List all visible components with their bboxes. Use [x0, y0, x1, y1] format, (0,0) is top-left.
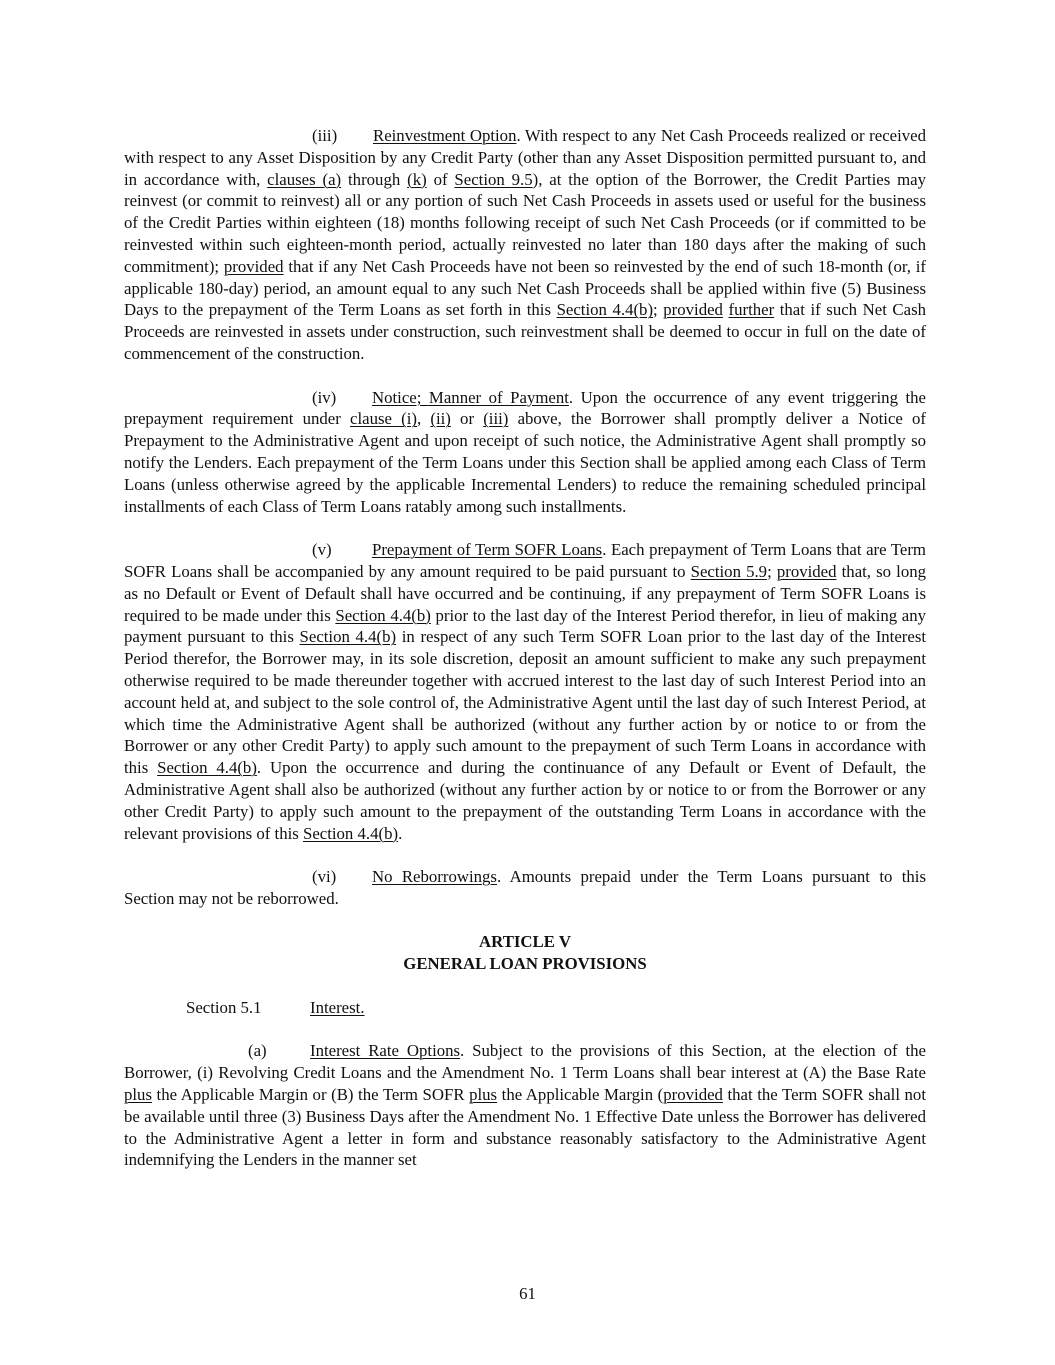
cross-reference: Section 4.4(b) [299, 627, 397, 647]
cross-reference: (iii) [483, 409, 509, 429]
defined-term: provided [663, 300, 723, 320]
paragraph-number: (a) [248, 1041, 267, 1061]
article-number: ARTICLE V [479, 932, 571, 952]
cross-reference: Section 4.4(b) [302, 823, 399, 843]
defined-term: provided [663, 1085, 723, 1105]
section-number: Section 5.1 [186, 997, 262, 1017]
paragraph-iv: (iv) Notice; Manner of Payment. Upon the occurrence of any event triggering the prepayment requirement under clause (i), (ii) or (iii) above, the Borrower shall promptly deliver a Notice of Prepayment to the Administrative Agent and upon receipt of such notice, the Administrative Agent shall promptly so notify the Lenders. Each prepayment of the Term Loans under this Section shall be applied among each Class of Term Loans (unless otherwise agreed by the applicable Incremental Lenders) to reduce the remaining scheduled principal installments of each Class of Term Loans ratably among such installments. [124, 387, 927, 516]
cross-reference: clauses (a) [267, 169, 342, 189]
cross-reference: Section 4.4(b) [157, 758, 257, 778]
article-heading [124, 931, 926, 975]
paragraph-heading: No Reborrowings [372, 867, 497, 887]
cross-reference: Section 5.9 [690, 561, 768, 581]
cross-reference: Section 9.5 [454, 169, 533, 189]
cross-reference: (ii) [430, 409, 451, 429]
cross-reference: Section 4.4(b) [335, 605, 431, 625]
page-number: 61 [519, 1284, 536, 1303]
cross-reference: Section 4.4(b) [556, 300, 654, 320]
cross-reference: (k) [407, 169, 427, 189]
article-title: GENERAL LOAN PROVISIONS [403, 954, 647, 974]
paragraph-heading: Notice; Manner of Payment [372, 387, 569, 407]
defined-term: plus [469, 1085, 498, 1105]
defined-term: further [728, 300, 775, 320]
paragraph-v: (v) Prepayment of Term SOFR Loans. Each prepayment of Term Loans that are Term SOFR Loans shall be accompanied by any amount required to be paid pursuant to Section 5.9; provided that, so long as no Default or Event of Default shall have occurred and be continuing, if any prepayment of Term SOFR Loans is required to be made under this Section 4.4(b) prior to the last day of the Interest Period therefor, in lieu of making any payment pursuant to this Section 4.4(b) in respect of any such Term SOFR Loan prior to the last day of the Interest Period therefor, the Borrower may, in its sole discretion, deposit an amount sufficient to make any such prepayment otherwise required to be made thereunder together with accrued interest to the last day of such Interest Period into an account held at, and subject to the sole control of, the Administrative Agent until the last day of such Interest Period, at which time the Administrative Agent shall be authorized (without any further action by or notice to or from the Borrower or any other Credit Party) to apply such amount to the prepayment of such Term Loans in accordance with this Section 4.4(b). Upon the occurrence and during the continuance of any Default or Event of Default, the Administrative Agent shall also be authorized (without any further action by or notice to or from the Borrower or any other Credit Party) to apply such amount to the prepayment of the outstanding Term Loans in accordance with the relevant provisions of this Section 4.4(b). [124, 540, 927, 843]
defined-term: plus [124, 1085, 152, 1105]
paragraph-heading: Interest Rate Options [310, 1041, 461, 1061]
paragraph-heading: Reinvestment Option [373, 126, 517, 145]
paragraph-number: (vi) [312, 867, 337, 887]
paragraph-number: (iv) [312, 387, 337, 407]
cross-reference: clause (i) [350, 409, 417, 429]
section-heading [124, 997, 926, 1019]
paragraph-number: (iii) [312, 126, 338, 145]
section-title: Interest. [310, 997, 365, 1017]
paragraph-vi: (vi) No Reborrowings. Amounts prepaid under the Term Loans pursuant to this Section may not be reborrowed. [124, 867, 926, 908]
defined-term: provided [223, 256, 284, 276]
paragraph-iii: (iii) Reinvestment Option. With respect to any Net Cash Proceeds realized or received with respect to any Asset Disposition by any Credit Party (other than any Asset Disposition permitted pursuant to, and in accordance with, clauses (a) through (k) of Section 9.5), at the option of the Borrower, the Credit Parties may reinvest (or commit to reinvest) all or any portion of such Net Cash Proceeds in assets used or useful for the business of the Credit Parties within eighteen (18) months following receipt of such Net Cash Proceeds (or if committed to be reinvested within such eighteen-month period, actually reinvested no later than 180 days after the making of such commitment); provided that if any Net Cash Proceeds have not been so reinvested by the end of such 18-month (or, if applicable 180-day) period, an amount equal to any such Net Cash Proceeds shall be applied within five (5) Business Days to the prepayment of the Term Loans as set forth in this Section 4.4(b); provided further that if such Net Cash Proceeds are reinvested in assets under construction, such reinvestment shall be deemed to occur in full on the date of commencement of the construction. [124, 126, 926, 363]
paragraph-heading: Prepayment of Term SOFR Loans [372, 540, 603, 560]
paragraph-a: (a) Interest Rate Options. Subject to the provisions of this Section, at the election of the Borrower, (i) Revolving Credit Loans and the Amendment No. 1 Term Loans shall bear interest at (A) the Base Rate plus the Applicable Margin or (B) the Term SOFR plus the Applicable Margin (provided that the Term SOFR shall not be available until three (3) Business Days after the Amendment No. 1 Effective Date unless the Borrower has delivered to the Administrative Agent a letter in form and substance reasonably satisfactory to the Administrative Agent indemnifying the Lenders in the manner set [124, 1041, 926, 1170]
paragraph-number: (v) [312, 540, 332, 560]
defined-term: provided [776, 561, 837, 581]
document-body [124, 125, 926, 1193]
